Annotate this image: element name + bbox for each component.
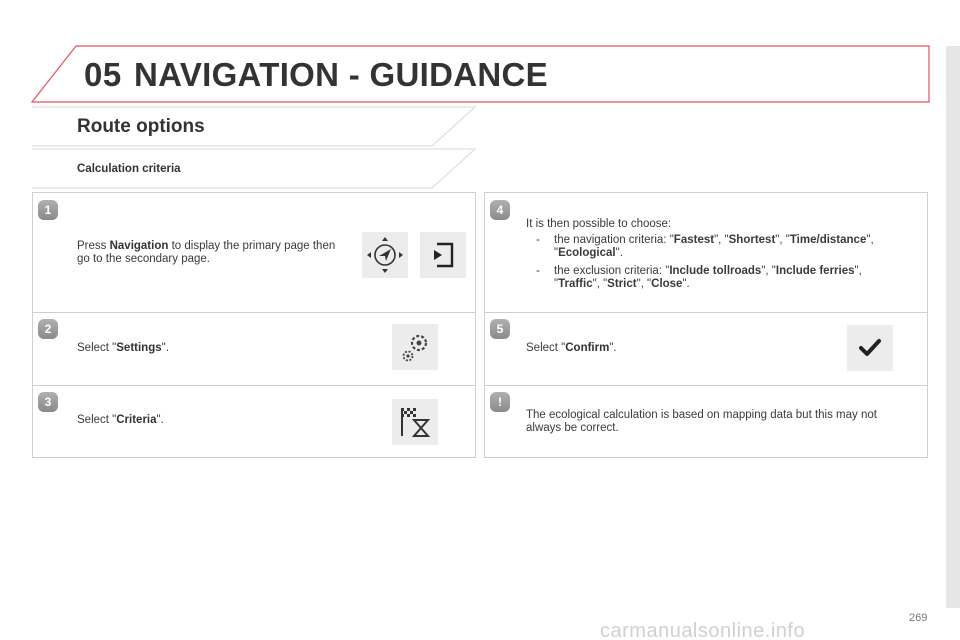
step-badge-2: 2: [38, 319, 58, 339]
settings-label: Settings: [116, 342, 162, 354]
step-badge-5: 5: [490, 319, 510, 339]
subsection-title: Calculation criteria: [77, 163, 181, 175]
chapter-number: 05: [84, 56, 122, 93]
step-5-text: Select "Confirm".: [526, 342, 617, 354]
step-4-intro: It is then possible to choose:: [526, 218, 672, 230]
criteria-label: Criteria: [116, 414, 157, 426]
step-badge-1: 1: [38, 200, 58, 220]
step-badge-4: 4: [490, 200, 510, 220]
bullet-dash: -: [536, 234, 540, 246]
step-1-text: Press Navigation to display the primary page then go to the secondary page.: [77, 240, 336, 265]
step-badge-3: 3: [38, 392, 58, 412]
watermark: carmanualsonline.info: [600, 620, 806, 640]
secondary-page-icon[interactable]: [420, 232, 466, 278]
ecological-note-text: The ecological calculation is based on mapping data but this may not always be correct.: [526, 409, 877, 434]
checkmark-icon[interactable]: [847, 325, 893, 371]
navigation-compass-icon[interactable]: [362, 232, 408, 278]
exclusion-criteria-text: the exclusion criteria: "Include tollroads", "Include ferries", "Traffic", "Strict", "Close".: [554, 265, 862, 290]
page-edge-strip: [946, 46, 960, 608]
page-number: 269: [909, 612, 928, 624]
criteria-flag-hourglass-icon[interactable]: [392, 399, 438, 445]
step-2-text: Select "Settings".: [77, 342, 169, 354]
step-3-text: Select "Criteria".: [77, 414, 164, 426]
confirm-label: Confirm: [565, 342, 610, 354]
navigation-criteria-text: the navigation criteria: "Fastest", "Shortest", "Time/distance", "Ecological".: [554, 234, 874, 259]
navigation-label: Navigation: [109, 240, 169, 252]
section-title: Route options: [77, 116, 205, 137]
settings-gears-icon[interactable]: [392, 324, 438, 370]
warning-badge: !: [490, 392, 510, 412]
chapter-title: NAVIGATION - GUIDANCE: [134, 56, 548, 93]
bullet-dash: -: [536, 265, 540, 277]
